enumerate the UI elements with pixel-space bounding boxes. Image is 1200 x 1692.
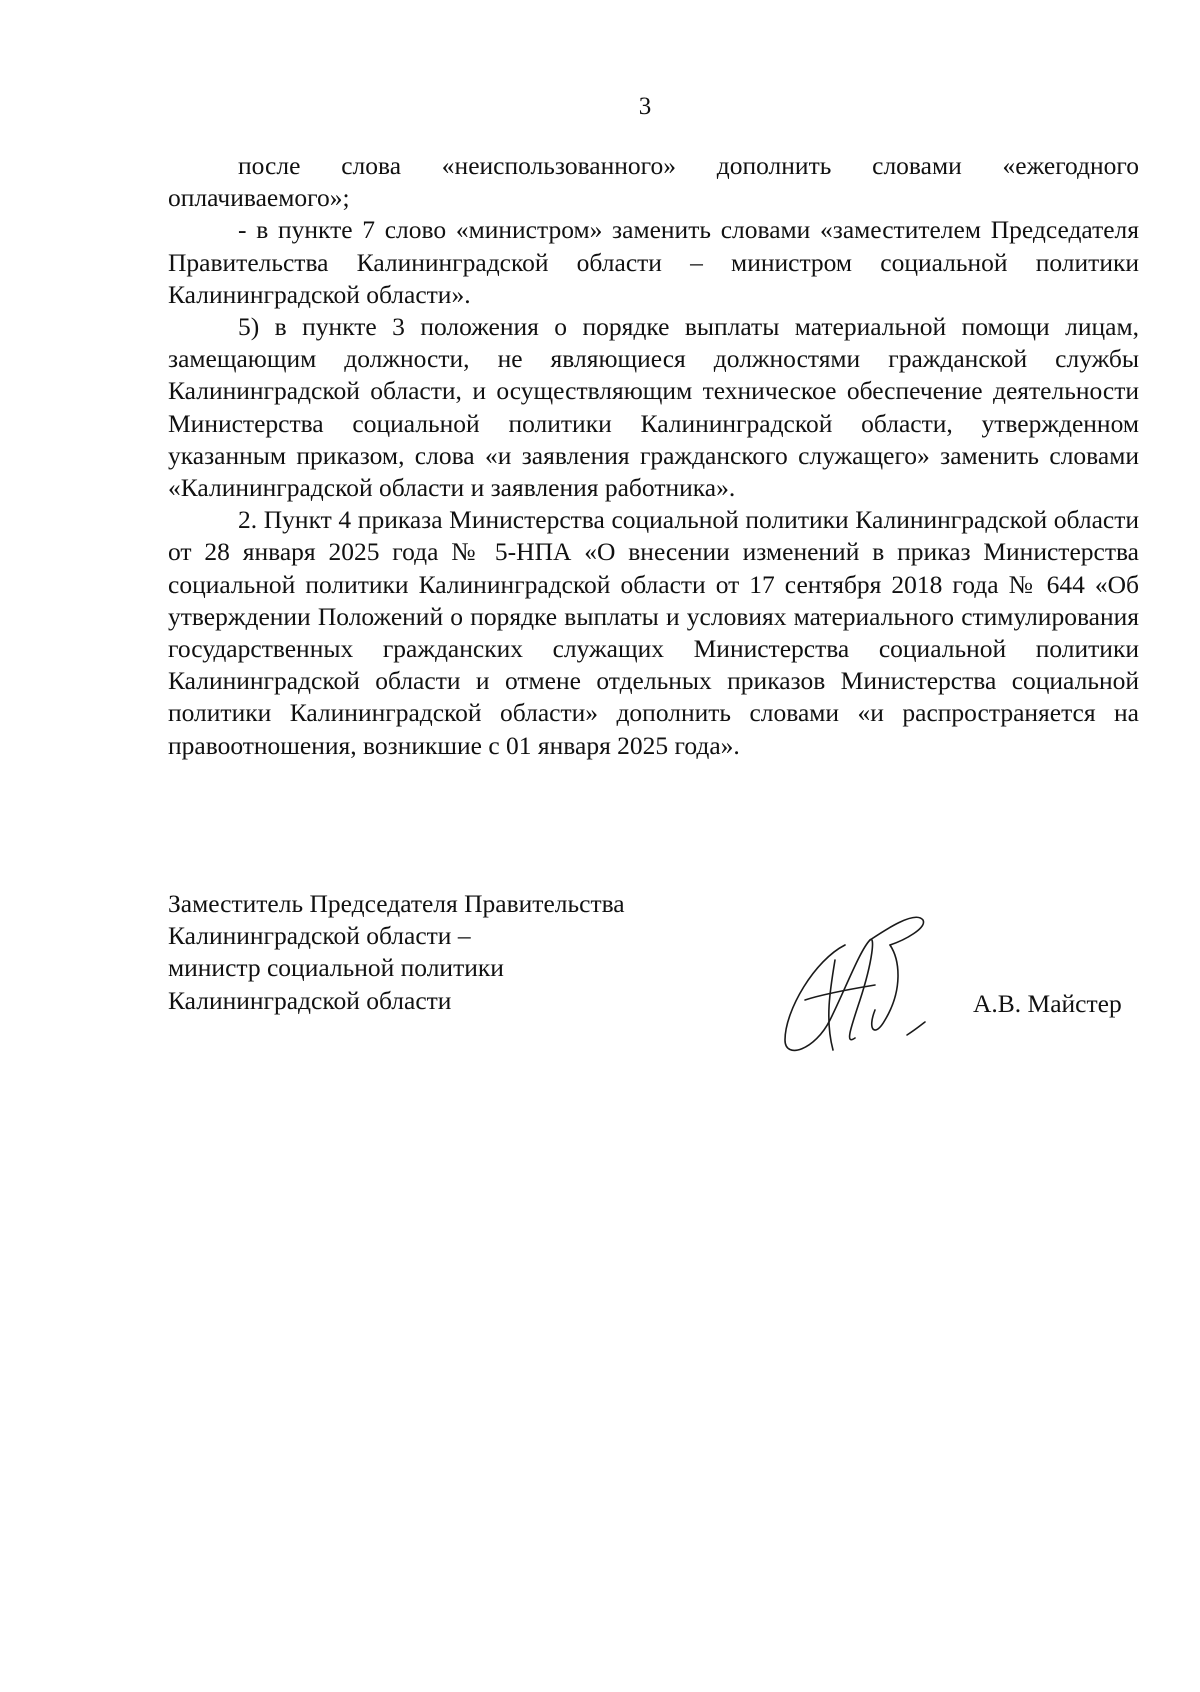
handwritten-signature bbox=[775, 900, 955, 1060]
paragraph-2: - в пункте 7 слово «министром» заменить словами «заместителем Председателя Правительства Калининградской области – министром социальной политики Калининградской области». bbox=[168, 215, 1139, 309]
document-body bbox=[168, 150, 1139, 762]
paragraph-3: 5) в пункте 3 положения о порядке выплаты материальной помощи лицам, замещающим должности, не являющиеся должностями гражданской службы Калининградской области, и осуществляющим техническое обеспечение деятельности Министерства социальной политики Калининградской области, утвержденном указанным приказом, слова «и заявления гражданского служащего» заменить словами «Калининградской области и заявления работника». bbox=[168, 312, 1139, 503]
signatory-position-line: министр социальной политики bbox=[168, 953, 504, 983]
signatory-position bbox=[168, 888, 625, 1017]
paragraph-4: 2. Пункт 4 приказа Министерства социальной политики Калининградской области от 28 января 2025 года № 5-НПА «О внесении изменений в приказ Министерства социальной политики Калининградской области от 17 сентября 2018 года № 644 «Об утверждении Положений о порядке выплаты и условиях материального стимулирования государственных гражданских служащих Министерства социальной политики Калининградской области и отмене отдельных приказов Министерства социальной политики Калининградской области» дополнить словами «и распространяется на правоотношения, возникшие с 01 января 2025 года». bbox=[168, 505, 1139, 760]
signer-name: А.В. Майстер bbox=[973, 989, 1122, 1018]
signatory-position-line: Заместитель Председателя Правительства bbox=[168, 889, 625, 918]
paragraph-1: после слова «неиспользованного» дополнить словами «ежегодного оплачиваемого»; bbox=[168, 151, 1139, 213]
signatory-position-line: Калининградской области – bbox=[168, 921, 471, 951]
page-number: 3 bbox=[638, 93, 652, 120]
signatory-position-line: Калининградской области bbox=[168, 985, 452, 1015]
